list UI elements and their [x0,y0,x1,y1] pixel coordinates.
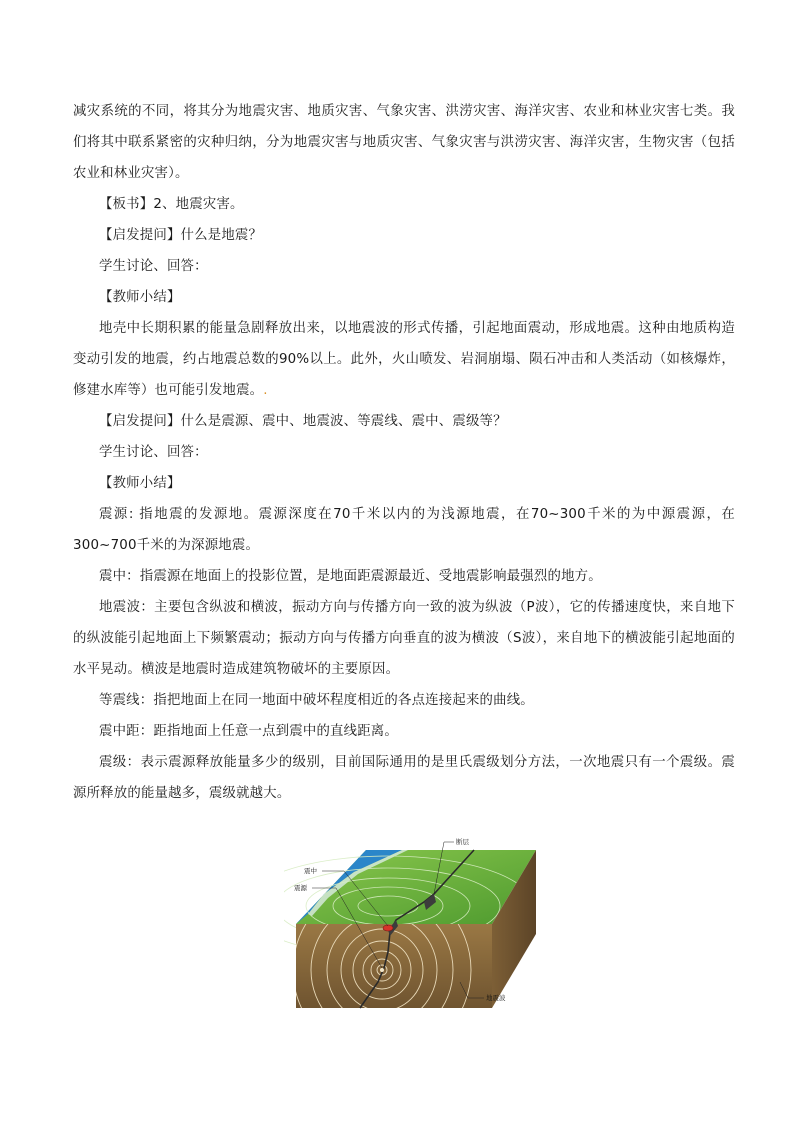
paragraph-earthquake-definition [73,313,735,406]
paragraph-student-discussion-2: 学生讨论、回答： [99,445,208,460]
label-epicenter: 震中 [304,867,317,875]
label-focus: 震源 [294,884,307,892]
paragraph-question-terms: 【启发提问】什么是震源、震中、地震波、等震线、震中、震级等？ [99,414,507,429]
paragraph-student-discussion-1: 学生讨论、回答： [99,259,208,274]
earthquake-diagram [284,832,538,1012]
paragraph-isoseismal-definition: 等震线：指把地面上在同一地面中破坏程度相近的各点连接起来的曲线。 [99,693,534,708]
label-seismic-wave: 地震波 [486,994,506,1002]
paragraph-magnitude-definition: 震级：表示震源释放能量多少的级别，目前国际通用的是里氏震级划分方法，一次地震只有一个震级。震源所释放的能量越多，震级就越大。 [73,755,735,801]
paragraph-disaster-categories: 减灾系统的不同，将其分为地震灾害、地质灾害、气象灾害、洪涝灾害、海洋灾害、农业和林业灾害七类。我们将其中联系紧密的灾种归纳，分为地震灾害与地质灾害、气象灾害与洪涝灾害、海洋灾害，生物灾害（包括农业和林业灾害）。 [73,104,735,181]
orange-dot-mark: . [263,383,268,398]
paragraph-teacher-summary-2: 【教师小结】 [99,476,181,491]
paragraph-question-earthquake: 【启发提问】什么是地震？ [99,228,263,243]
label-fault: 断层 [456,838,469,846]
paragraph-teacher-summary-1: 【教师小结】 [99,290,181,305]
paragraph-seismic-wave-definition: 地震波：主要包含纵波和横波，振动方向与传播方向一致的波为纵波（P波），它的传播速度快，来自地下的纵波能引起地面上下频繁震动；振动方向与传播方向垂直的波为横波（S波），来自地下的横波能引起地面的水平晃动。横波是地震时造成建筑物破坏的主要原因。 [73,600,735,677]
document-body [73,96,735,809]
paragraph-epicentral-distance-definition: 震中距：距指地面上任意一点到震中的直线距离。 [99,724,398,739]
earthquake-block-illustration [284,832,538,1012]
paragraph-epicenter-definition: 震中：指震源在地面上的投影位置，是地面距震源最近、受地震影响最强烈的地方。 [99,569,602,584]
focus-marker [380,968,384,972]
paragraph-focus-definition: 震源: 指地震的发源地。震源深度在70千米以内的为浅源地震，在70~300千米的为中源震源，在300~700千米的为深源地震。 [73,507,735,553]
paragraph-blackboard-note: 【板书】2、地震灾害。 [99,197,244,212]
earthquake-definition-text: 地壳中长期积累的能量急剧释放出来，以地震波的形式传播，引起地面震动，形成地震。这种由地质构造变动引发的地震，约占地震总数的90%以上。此外，火山喷发、岩洞崩塌、陨石冲击和人类活动（如核爆炸，修建水库等）也可能引发地震。 [73,321,735,398]
block-front-face [296,924,492,1008]
